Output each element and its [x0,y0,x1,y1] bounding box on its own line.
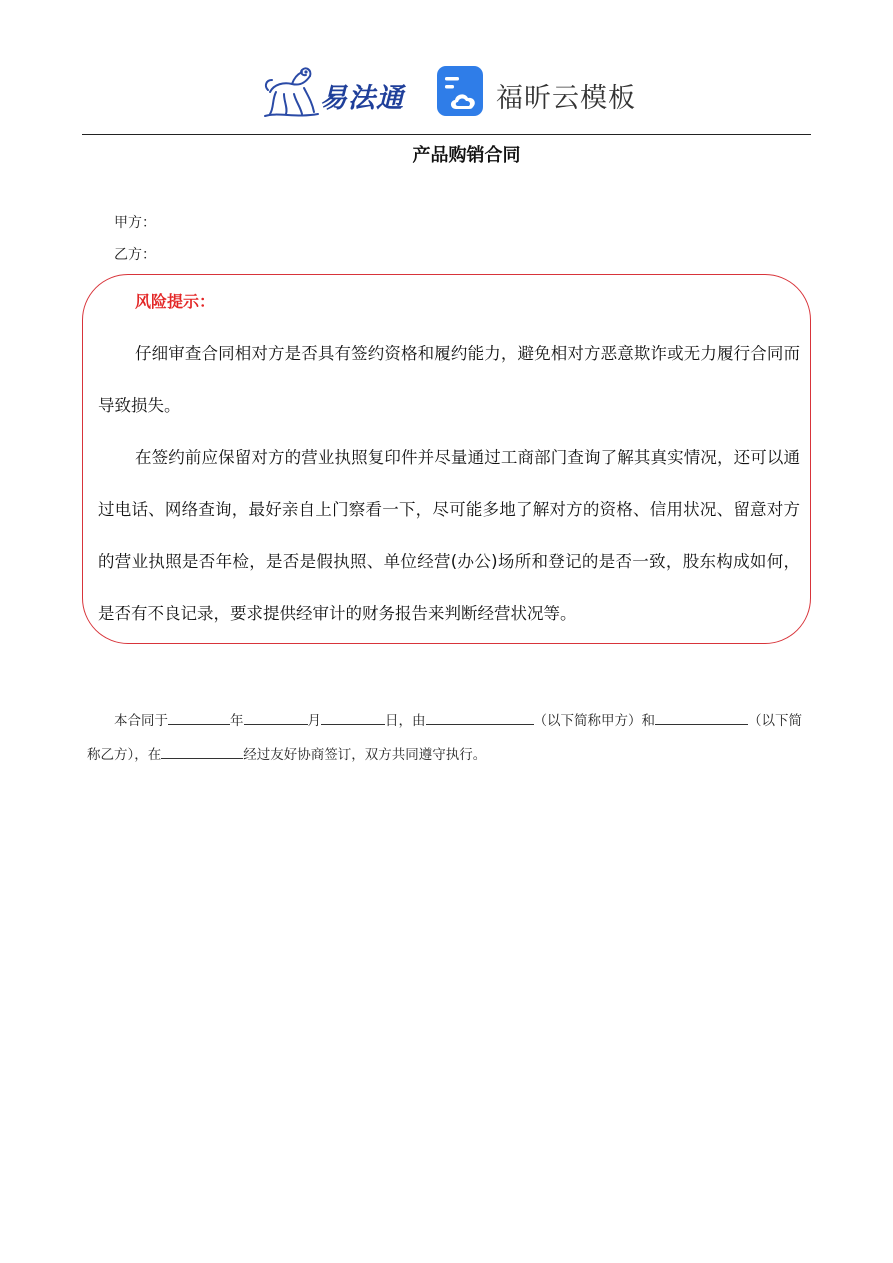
risk-notice-title: 风险提示： [135,292,216,311]
preamble-text-7: 经过友好协商签订，双方共同遵守执行。 [243,747,487,763]
preamble-text-5: （以下简称甲方）和 [533,713,655,729]
fuxin-logo [436,65,636,119]
preamble-text-3: 月 [307,713,321,729]
preamble-text-2: 年 [230,713,244,729]
document-title: 产品购销合同 [412,145,521,166]
preamble-text-6: （以下简称乙方），在 [87,713,802,763]
party-a-label: 甲方： [114,215,156,231]
preamble-text-4: 日，由 [385,713,426,729]
fuxin-wordmark: 福昕云模板 [496,83,636,114]
yifatong-wordmark: 易法通 [320,83,404,114]
party-b-label: 乙方： [114,247,156,263]
party-a-name-blank[interactable] [426,710,534,725]
risk-paragraph-1: 仔细审查合同相对方是否具有签约资格和履约能力，避免相对方恶意欺诈或无力履行合同而导致损失。 [98,344,800,415]
signing-place-blank[interactable] [161,744,243,759]
party-b-name-blank[interactable] [655,710,748,725]
month-blank[interactable] [244,710,308,725]
qilin-mascot-icon [262,62,322,120]
yifatong-logo [262,62,412,120]
page-header [0,58,893,124]
year-blank[interactable] [168,710,230,725]
document-cloud-icon [436,65,486,117]
header-divider [82,134,811,135]
preamble-text-1: 本合同于 [114,713,168,729]
day-blank[interactable] [321,710,385,725]
contract-preamble [87,704,813,772]
risk-paragraph-2: 在签约前应保留对方的营业执照复印件并尽量通过工商部门查询了解其真实情况，还可以通过电话、网络查询，最好亲自上门察看一下，尽可能多地了解对方的资格、信用状况、留意对方的营业执照是否年检，是否是假执照、单位经营(办公)场所和登记的是否一致，股东构成如何，是否有不良记录，要求提供经审计的财务报告来判断经营状况等。 [98,448,800,623]
